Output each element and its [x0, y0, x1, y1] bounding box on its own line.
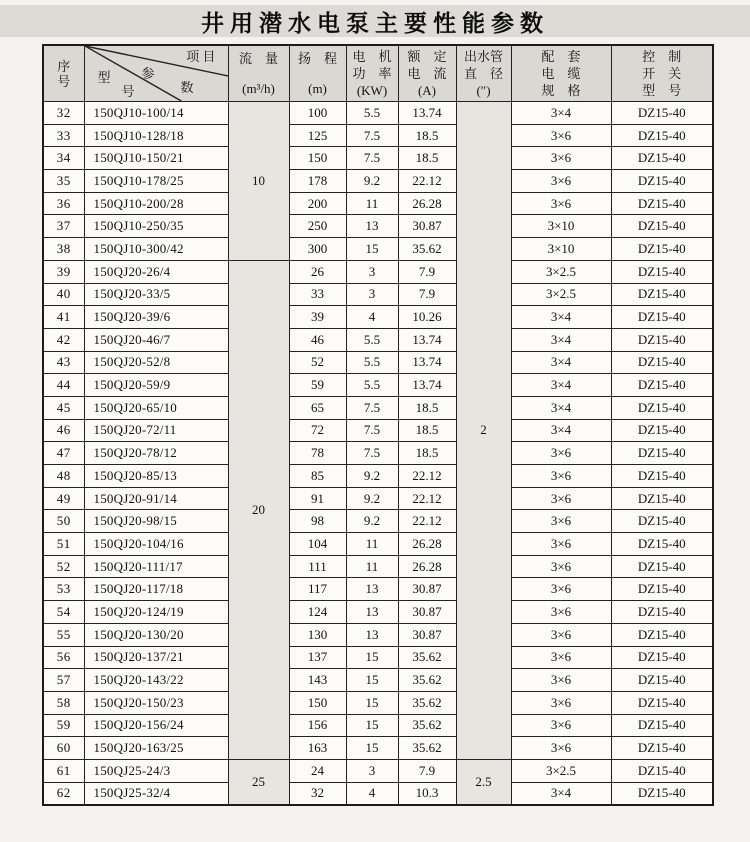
table-row [43, 374, 713, 397]
switch-cell: DZ15-40 [611, 510, 713, 533]
head-cell: 200 [289, 192, 346, 215]
switch-cell: DZ15-40 [611, 374, 713, 397]
cable-cell: 3×10 [511, 238, 611, 261]
power-cell: 5.5 [346, 328, 398, 351]
power-cell: 11 [346, 192, 398, 215]
current-cell: 10.3 [398, 782, 456, 805]
header-current-unit: (A) [417, 83, 437, 98]
model-cell: 150QJ20-156/24 [84, 714, 228, 737]
model-cell: 150QJ20-65/10 [84, 396, 228, 419]
current-cell: 26.28 [398, 533, 456, 556]
switch-cell: DZ15-40 [611, 283, 713, 306]
serial-cell: 59 [43, 714, 84, 737]
serial-cell: 52 [43, 555, 84, 578]
power-cell: 3 [346, 759, 398, 782]
serial-cell: 45 [43, 396, 84, 419]
head-cell: 124 [289, 601, 346, 624]
header-cable-line2: 电 缆 [541, 66, 581, 81]
header-switch-line1: 控 制 [642, 49, 682, 64]
table-row [43, 306, 713, 329]
diagonal-label-model2: 号 [121, 84, 135, 99]
header-flow-unit: (m³/h) [242, 81, 275, 96]
serial-cell: 38 [43, 238, 84, 261]
current-cell: 30.87 [398, 578, 456, 601]
head-cell: 46 [289, 328, 346, 351]
head-cell: 300 [289, 238, 346, 261]
cable-cell: 3×6 [511, 465, 611, 488]
outlet-value-cell: 2.5 [456, 759, 511, 805]
switch-cell: DZ15-40 [611, 170, 713, 193]
switch-cell: DZ15-40 [611, 782, 713, 805]
table-row [43, 669, 713, 692]
current-cell: 7.9 [398, 260, 456, 283]
cable-cell: 3×6 [511, 510, 611, 533]
table-row [43, 759, 713, 782]
power-cell: 15 [346, 737, 398, 760]
serial-cell: 34 [43, 147, 84, 170]
cable-cell: 3×4 [511, 374, 611, 397]
model-cell: 150QJ20-150/23 [84, 691, 228, 714]
head-cell: 32 [289, 782, 346, 805]
serial-cell: 46 [43, 419, 84, 442]
cable-cell: 3×6 [511, 192, 611, 215]
model-cell: 150QJ10-250/35 [84, 215, 228, 238]
header-outlet-unit: (″) [476, 83, 491, 98]
power-cell: 5.5 [346, 374, 398, 397]
head-cell: 24 [289, 759, 346, 782]
model-cell: 150QJ10-128/18 [84, 124, 228, 147]
diagonal-label-model1: 型 [97, 70, 111, 85]
cable-cell: 3×2.5 [511, 759, 611, 782]
model-cell: 150QJ20-39/6 [84, 306, 228, 329]
switch-cell: DZ15-40 [611, 691, 713, 714]
power-cell: 9.2 [346, 465, 398, 488]
current-cell: 18.5 [398, 124, 456, 147]
head-cell: 163 [289, 737, 346, 760]
cable-cell: 3×6 [511, 601, 611, 624]
model-cell: 150QJ20-130/20 [84, 623, 228, 646]
head-cell: 100 [289, 102, 346, 125]
switch-cell: DZ15-40 [611, 192, 713, 215]
cable-cell: 3×2.5 [511, 283, 611, 306]
switch-cell: DZ15-40 [611, 533, 713, 556]
header-cable [511, 45, 611, 102]
current-cell: 18.5 [398, 419, 456, 442]
switch-cell: DZ15-40 [611, 578, 713, 601]
serial-cell: 35 [43, 170, 84, 193]
serial-cell: 49 [43, 487, 84, 510]
cable-cell: 3×4 [511, 351, 611, 374]
power-cell: 13 [346, 578, 398, 601]
current-cell: 13.74 [398, 374, 456, 397]
header-head [289, 45, 346, 102]
switch-cell: DZ15-40 [611, 351, 713, 374]
power-cell: 13 [346, 601, 398, 624]
cable-cell: 3×6 [511, 555, 611, 578]
head-cell: 85 [289, 465, 346, 488]
header-flow [228, 45, 289, 102]
model-cell: 150QJ25-24/3 [84, 759, 228, 782]
current-cell: 26.28 [398, 192, 456, 215]
header-cable-line3: 规 格 [541, 83, 581, 98]
serial-cell: 39 [43, 260, 84, 283]
table-row [43, 601, 713, 624]
current-cell: 35.62 [398, 238, 456, 261]
head-cell: 39 [289, 306, 346, 329]
current-cell: 22.12 [398, 465, 456, 488]
cable-cell: 3×4 [511, 328, 611, 351]
current-cell: 35.62 [398, 691, 456, 714]
switch-cell: DZ15-40 [611, 124, 713, 147]
power-cell: 11 [346, 555, 398, 578]
model-cell: 150QJ20-78/12 [84, 442, 228, 465]
header-head-unit: (m) [308, 81, 327, 96]
table-row [43, 147, 713, 170]
cable-cell: 3×6 [511, 124, 611, 147]
model-cell: 150QJ20-46/7 [84, 328, 228, 351]
current-cell: 35.62 [398, 646, 456, 669]
table-row [43, 465, 713, 488]
cable-cell: 3×4 [511, 102, 611, 125]
power-cell: 11 [346, 533, 398, 556]
switch-cell: DZ15-40 [611, 487, 713, 510]
switch-cell: DZ15-40 [611, 737, 713, 760]
serial-cell: 60 [43, 737, 84, 760]
serial-cell: 53 [43, 578, 84, 601]
header-serial-line2: 号 [57, 73, 71, 89]
table-row [43, 737, 713, 760]
serial-cell: 62 [43, 782, 84, 805]
cable-cell: 3×6 [511, 714, 611, 737]
current-cell: 7.9 [398, 283, 456, 306]
current-cell: 35.62 [398, 669, 456, 692]
serial-cell: 48 [43, 465, 84, 488]
header-power-line2: 功 率 [352, 66, 392, 81]
table-row [43, 419, 713, 442]
outlet-value-cell: 2 [456, 102, 511, 760]
power-cell: 4 [346, 782, 398, 805]
power-cell: 5.5 [346, 351, 398, 374]
table-row [43, 782, 713, 805]
head-cell: 91 [289, 487, 346, 510]
page-title: 井用潜水电泵主要性能参数 [201, 10, 549, 37]
power-cell: 4 [346, 306, 398, 329]
head-cell: 130 [289, 623, 346, 646]
header-switch [611, 45, 713, 102]
cable-cell: 3×4 [511, 419, 611, 442]
current-cell: 30.87 [398, 601, 456, 624]
switch-cell: DZ15-40 [611, 215, 713, 238]
serial-cell: 41 [43, 306, 84, 329]
power-cell: 7.5 [346, 396, 398, 419]
model-cell: 150QJ20-59/9 [84, 374, 228, 397]
table-row [43, 102, 713, 125]
cable-cell: 3×6 [511, 442, 611, 465]
current-cell: 30.87 [398, 623, 456, 646]
head-cell: 59 [289, 374, 346, 397]
cable-cell: 3×2.5 [511, 260, 611, 283]
power-cell: 7.5 [346, 442, 398, 465]
head-cell: 65 [289, 396, 346, 419]
head-cell: 33 [289, 283, 346, 306]
power-cell: 15 [346, 714, 398, 737]
header-outlet-line1: 出水管 [463, 49, 503, 64]
switch-cell: DZ15-40 [611, 646, 713, 669]
table-row [43, 192, 713, 215]
power-cell: 3 [346, 260, 398, 283]
header-power-line1: 电 机 [352, 49, 392, 64]
table-row [43, 533, 713, 556]
flow-value-cell: 25 [228, 759, 289, 805]
table-row [43, 691, 713, 714]
diagonal-label-item: 项 目 [186, 49, 216, 64]
power-cell: 15 [346, 646, 398, 669]
cable-cell: 3×6 [511, 669, 611, 692]
flow-value-cell: 10 [228, 102, 289, 261]
serial-cell: 33 [43, 124, 84, 147]
cable-cell: 3×10 [511, 215, 611, 238]
head-cell: 156 [289, 714, 346, 737]
diagonal-label-param2: 数 [180, 80, 194, 95]
flow-value-cell: 20 [228, 260, 289, 759]
serial-cell: 51 [43, 533, 84, 556]
serial-cell: 37 [43, 215, 84, 238]
cable-cell: 3×6 [511, 487, 611, 510]
serial-cell: 43 [43, 351, 84, 374]
switch-cell: DZ15-40 [611, 396, 713, 419]
switch-cell: DZ15-40 [611, 147, 713, 170]
switch-cell: DZ15-40 [611, 260, 713, 283]
power-cell: 13 [346, 623, 398, 646]
header-switch-line2: 开 关 [642, 66, 682, 81]
head-cell: 104 [289, 533, 346, 556]
model-cell: 150QJ20-52/8 [84, 351, 228, 374]
model-cell: 150QJ25-32/4 [84, 782, 228, 805]
serial-cell: 40 [43, 283, 84, 306]
head-cell: 78 [289, 442, 346, 465]
cable-cell: 3×6 [511, 737, 611, 760]
current-cell: 13.74 [398, 351, 456, 374]
head-cell: 98 [289, 510, 346, 533]
table-row [43, 714, 713, 737]
header-cable-line1: 配 套 [541, 49, 581, 64]
head-cell: 143 [289, 669, 346, 692]
model-cell: 150QJ10-150/21 [84, 147, 228, 170]
cable-cell: 3×4 [511, 782, 611, 805]
pump-spec-table [42, 44, 714, 806]
serial-cell: 61 [43, 759, 84, 782]
current-cell: 10.26 [398, 306, 456, 329]
cable-cell: 3×6 [511, 578, 611, 601]
header-outlet [456, 45, 511, 102]
model-cell: 150QJ20-137/21 [84, 646, 228, 669]
model-cell: 150QJ20-104/16 [84, 533, 228, 556]
model-cell: 150QJ20-98/15 [84, 510, 228, 533]
power-cell: 15 [346, 691, 398, 714]
serial-cell: 44 [43, 374, 84, 397]
head-cell: 178 [289, 170, 346, 193]
model-cell: 150QJ20-124/19 [84, 601, 228, 624]
head-cell: 111 [289, 555, 346, 578]
switch-cell: DZ15-40 [611, 102, 713, 125]
table-row [43, 510, 713, 533]
serial-cell: 54 [43, 601, 84, 624]
current-cell: 18.5 [398, 442, 456, 465]
header-outlet-line2: 直 径 [463, 66, 503, 81]
model-cell: 150QJ10-100/14 [84, 102, 228, 125]
switch-cell: DZ15-40 [611, 601, 713, 624]
switch-cell: DZ15-40 [611, 669, 713, 692]
serial-cell: 56 [43, 646, 84, 669]
model-cell: 150QJ10-300/42 [84, 238, 228, 261]
header-switch-line3: 型 号 [642, 83, 682, 98]
serial-cell: 58 [43, 691, 84, 714]
current-cell: 18.5 [398, 396, 456, 419]
head-cell: 125 [289, 124, 346, 147]
switch-cell: DZ15-40 [611, 555, 713, 578]
serial-cell: 47 [43, 442, 84, 465]
cable-cell: 3×6 [511, 646, 611, 669]
header-current-line1: 额 定 [407, 49, 447, 64]
header-flow-line1: 流 量 [238, 51, 278, 66]
model-cell: 150QJ20-117/18 [84, 578, 228, 601]
serial-cell: 57 [43, 669, 84, 692]
serial-cell: 42 [43, 328, 84, 351]
current-cell: 18.5 [398, 147, 456, 170]
header-current [398, 45, 456, 102]
header-row [43, 45, 713, 102]
current-cell: 22.12 [398, 510, 456, 533]
table-row [43, 351, 713, 374]
header-current-line2: 电 流 [407, 66, 447, 81]
current-cell: 26.28 [398, 555, 456, 578]
switch-cell: DZ15-40 [611, 306, 713, 329]
power-cell: 9.2 [346, 487, 398, 510]
power-cell: 3 [346, 283, 398, 306]
model-cell: 150QJ20-91/14 [84, 487, 228, 510]
current-cell: 22.12 [398, 170, 456, 193]
cable-cell: 3×6 [511, 147, 611, 170]
table-row [43, 260, 713, 283]
head-cell: 150 [289, 691, 346, 714]
cable-cell: 3×6 [511, 533, 611, 556]
switch-cell: DZ15-40 [611, 714, 713, 737]
model-cell: 150QJ20-26/4 [84, 260, 228, 283]
table-row [43, 238, 713, 261]
table-row [43, 555, 713, 578]
switch-cell: DZ15-40 [611, 623, 713, 646]
current-cell: 13.74 [398, 328, 456, 351]
power-cell: 9.2 [346, 510, 398, 533]
model-cell: 150QJ10-178/25 [84, 170, 228, 193]
current-cell: 35.62 [398, 714, 456, 737]
table-row [43, 442, 713, 465]
head-cell: 137 [289, 646, 346, 669]
model-cell: 150QJ20-85/13 [84, 465, 228, 488]
table-row [43, 328, 713, 351]
table-row [43, 396, 713, 419]
head-cell: 72 [289, 419, 346, 442]
table-body [43, 102, 713, 806]
serial-cell: 32 [43, 102, 84, 125]
head-cell: 250 [289, 215, 346, 238]
power-cell: 15 [346, 238, 398, 261]
cable-cell: 3×6 [511, 691, 611, 714]
power-cell: 15 [346, 669, 398, 692]
switch-cell: DZ15-40 [611, 465, 713, 488]
model-cell: 150QJ20-111/17 [84, 555, 228, 578]
model-cell: 150QJ10-200/28 [84, 192, 228, 215]
current-cell: 7.9 [398, 759, 456, 782]
switch-cell: DZ15-40 [611, 238, 713, 261]
switch-cell: DZ15-40 [611, 328, 713, 351]
table-row [43, 124, 713, 147]
model-cell: 150QJ20-163/25 [84, 737, 228, 760]
head-cell: 26 [289, 260, 346, 283]
header-power-unit: (KW) [356, 83, 388, 98]
switch-cell: DZ15-40 [611, 442, 713, 465]
serial-cell: 55 [43, 623, 84, 646]
table-header [43, 45, 713, 102]
serial-cell: 36 [43, 192, 84, 215]
table-row [43, 215, 713, 238]
power-cell: 9.2 [346, 170, 398, 193]
model-cell: 150QJ20-143/22 [84, 669, 228, 692]
head-cell: 117 [289, 578, 346, 601]
model-cell: 150QJ20-33/5 [84, 283, 228, 306]
cable-cell: 3×6 [511, 623, 611, 646]
table-row [43, 487, 713, 510]
table-row [43, 283, 713, 306]
serial-cell: 50 [43, 510, 84, 533]
head-cell: 52 [289, 351, 346, 374]
header-power [346, 45, 398, 102]
table-row [43, 623, 713, 646]
current-cell: 30.87 [398, 215, 456, 238]
cable-cell: 3×4 [511, 396, 611, 419]
model-cell: 150QJ20-72/11 [84, 419, 228, 442]
diagonal-label-param1: 参 [141, 66, 155, 81]
head-cell: 150 [289, 147, 346, 170]
power-cell: 7.5 [346, 419, 398, 442]
current-cell: 13.74 [398, 102, 456, 125]
header-serial-line1: 序 [57, 58, 71, 74]
header-serial [43, 45, 84, 102]
power-cell: 7.5 [346, 147, 398, 170]
header-head-line1: 扬 程 [297, 51, 337, 66]
power-cell: 7.5 [346, 124, 398, 147]
table-row [43, 578, 713, 601]
current-cell: 22.12 [398, 487, 456, 510]
table-row [43, 170, 713, 193]
title-band [0, 5, 750, 37]
current-cell: 35.62 [398, 737, 456, 760]
cable-cell: 3×6 [511, 170, 611, 193]
cable-cell: 3×4 [511, 306, 611, 329]
switch-cell: DZ15-40 [611, 759, 713, 782]
power-cell: 5.5 [346, 102, 398, 125]
header-model-item-param [84, 45, 228, 102]
table-row [43, 646, 713, 669]
switch-cell: DZ15-40 [611, 419, 713, 442]
power-cell: 13 [346, 215, 398, 238]
